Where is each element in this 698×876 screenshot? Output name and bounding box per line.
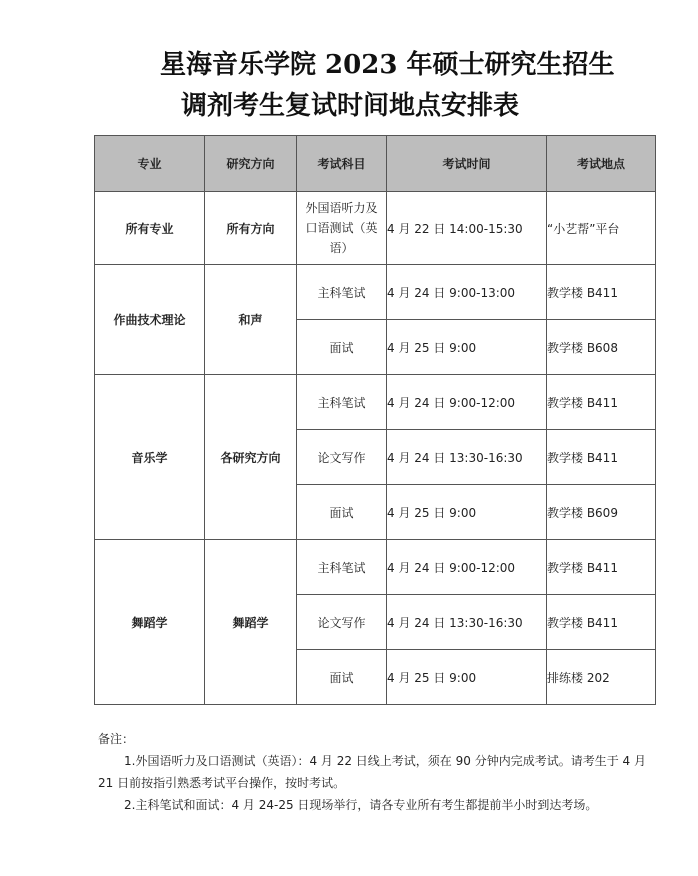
place-cell: “小艺帮”平台 bbox=[547, 192, 656, 265]
direction-cell: 各研究方向 bbox=[205, 375, 297, 540]
direction-cell: 所有方向 bbox=[205, 192, 297, 265]
table-row bbox=[95, 375, 656, 430]
subject-cell: 面试 bbox=[297, 485, 387, 540]
document-title-line2: 调剂考生复试时间地点安排表 bbox=[181, 91, 520, 121]
header-cell: 专业 bbox=[95, 136, 205, 192]
time-cell: 4 月 24 日 9:00-13:00 bbox=[387, 265, 547, 320]
table-row bbox=[95, 265, 656, 320]
document-title-line1: 星海音乐学院 2023 年硕士研究生招生 bbox=[160, 50, 615, 80]
time-cell: 4 月 24 日 9:00-12:00 bbox=[387, 375, 547, 430]
subject-cell: 主科笔试 bbox=[297, 265, 387, 320]
table-row bbox=[95, 192, 656, 265]
time-cell: 4 月 24 日 9:00-12:00 bbox=[387, 540, 547, 595]
header-cell: 考试时间 bbox=[387, 136, 547, 192]
time-cell: 4 月 24 日 13:30-16:30 bbox=[387, 430, 547, 485]
table-row bbox=[95, 540, 656, 595]
place-cell: 教学楼 B411 bbox=[547, 540, 656, 595]
place-cell: 教学楼 B411 bbox=[547, 595, 656, 650]
table-header-row bbox=[95, 136, 656, 192]
notes-heading: 备注： bbox=[98, 732, 135, 746]
place-cell: 排练楼 202 bbox=[547, 650, 656, 705]
notes-section bbox=[98, 728, 658, 816]
time-cell: 4 月 25 日 9:00 bbox=[387, 650, 547, 705]
place-cell: 教学楼 B411 bbox=[547, 430, 656, 485]
subject-cell: 外国语听力及口语测试（英语） bbox=[297, 192, 387, 265]
subject-cell: 面试 bbox=[297, 320, 387, 375]
time-cell: 4 月 25 日 9:00 bbox=[387, 485, 547, 540]
place-cell: 教学楼 B608 bbox=[547, 320, 656, 375]
subject-cell: 面试 bbox=[297, 650, 387, 705]
place-cell: 教学楼 B411 bbox=[547, 265, 656, 320]
header-cell: 考试科目 bbox=[297, 136, 387, 192]
major-cell: 音乐学 bbox=[95, 375, 205, 540]
note-item: 2.主科笔试和面试：4 月 24-25 日现场举行，请各专业所有考生都提前半小时到达考场。 bbox=[124, 798, 598, 812]
subject-cell: 论文写作 bbox=[297, 595, 387, 650]
major-cell: 所有专业 bbox=[95, 192, 205, 265]
subject-cell: 主科笔试 bbox=[297, 375, 387, 430]
direction-cell: 舞蹈学 bbox=[205, 540, 297, 705]
time-cell: 4 月 25 日 9:00 bbox=[387, 320, 547, 375]
time-cell: 4 月 24 日 13:30-16:30 bbox=[387, 595, 547, 650]
subject-cell: 论文写作 bbox=[297, 430, 387, 485]
place-cell: 教学楼 B411 bbox=[547, 375, 656, 430]
major-cell: 作曲技术理论 bbox=[95, 265, 205, 375]
direction-cell: 和声 bbox=[205, 265, 297, 375]
major-cell: 舞蹈学 bbox=[95, 540, 205, 705]
header-cell: 考试地点 bbox=[547, 136, 656, 192]
time-cell: 4 月 22 日 14:00-15:30 bbox=[387, 192, 547, 265]
place-cell: 教学楼 B609 bbox=[547, 485, 656, 540]
header-cell: 研究方向 bbox=[205, 136, 297, 192]
schedule-table bbox=[94, 135, 656, 705]
note-item: 1.外国语听力及口语测试（英语）：4 月 22 日线上考试，须在 90 分钟内完成考试。请考生于 4 月 21 日前按指引熟悉考试平台操作，按时考试。 bbox=[98, 754, 646, 790]
subject-cell: 主科笔试 bbox=[297, 540, 387, 595]
